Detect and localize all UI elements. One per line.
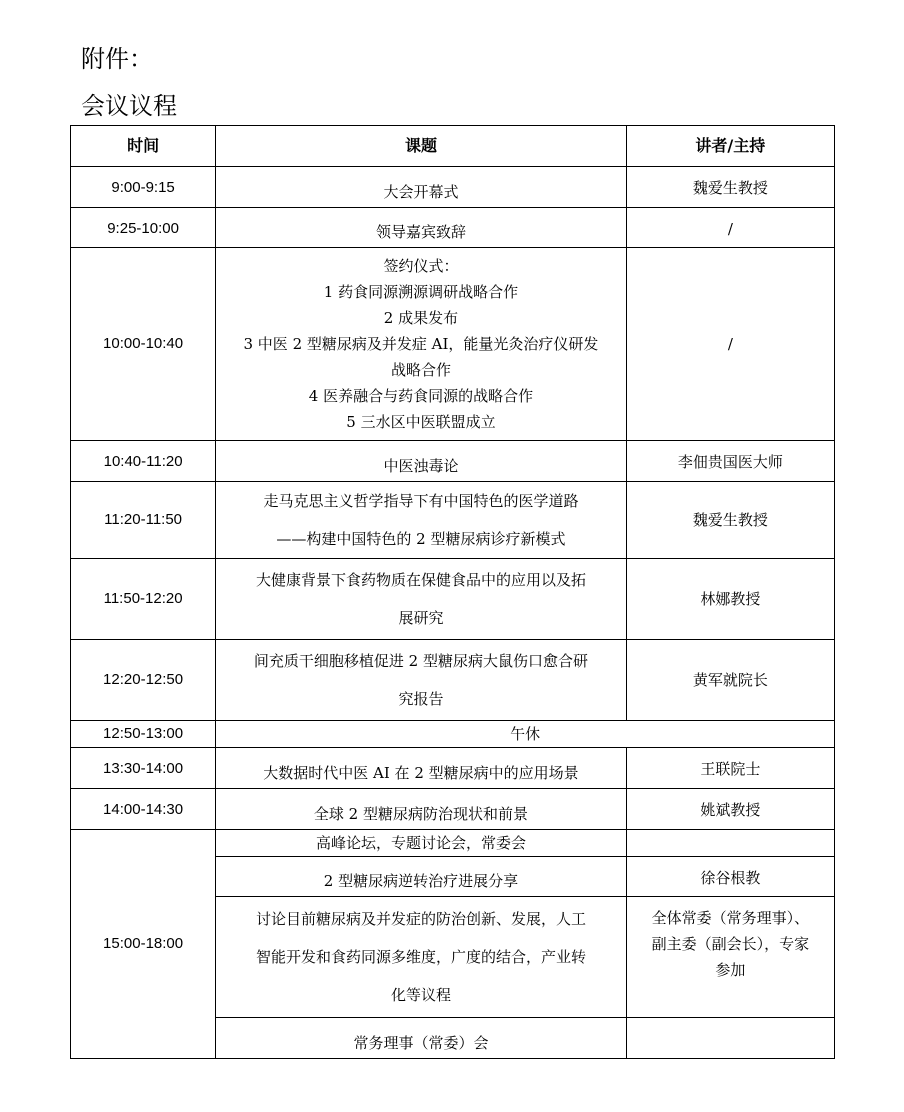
column-header-time: 时间 <box>71 126 216 167</box>
speaker-cell: 魏爱生教授 <box>626 167 834 208</box>
page-title: 会议议程 <box>81 92 177 120</box>
topic-line: 2 成果发布 <box>383 309 459 327</box>
topic-line: 大数据时代中医 AI 在 2 型糖尿病中的应用场景 <box>263 764 579 782</box>
table-row <box>71 441 835 482</box>
time-cell: 9:25-10:00 <box>71 208 216 248</box>
speaker-cell: 黄军就院长 <box>626 640 834 721</box>
table-row <box>71 559 835 640</box>
topic-line: 签约仪式： <box>383 257 459 275</box>
speaker-line: 全体常委（常务理事）、 <box>651 909 810 927</box>
speaker-cell: 姚斌教授 <box>626 789 834 830</box>
column-header-speaker: 讲者/主持 <box>626 126 834 167</box>
speaker-cell <box>626 1018 834 1059</box>
topic-line: 大健康背景下食药物质在保健食品中的应用以及拓 <box>255 571 586 589</box>
topic-line: 究报告 <box>398 690 444 708</box>
topic-line: 间充质干细胞移植促进 2 型糖尿病大鼠伤口愈合研 <box>253 652 588 670</box>
topic-line: 5 三水区中医联盟成立 <box>346 413 496 431</box>
table-row <box>71 482 835 559</box>
topic-line: 中医浊毒论 <box>383 457 459 475</box>
topic-line: ——构建中国特色的 2 型糖尿病诊疗新模式 <box>276 530 566 548</box>
time-cell: 10:00-10:40 <box>71 248 216 441</box>
topic-line: 常务理事（常委）会 <box>353 1034 489 1052</box>
topic-cell <box>216 167 627 208</box>
speaker-line: 参加 <box>715 961 746 979</box>
table-row <box>71 748 835 789</box>
table-row <box>71 167 835 208</box>
topic-line: 化等议程 <box>390 986 451 1004</box>
table-row <box>71 830 835 857</box>
topic-cell <box>216 748 627 789</box>
table-row <box>71 208 835 248</box>
time-cell: 12:50-13:00 <box>71 721 216 748</box>
speaker-cell: / <box>626 208 834 248</box>
topic-cell <box>216 897 627 1018</box>
speaker-cell: 魏爱生教授 <box>626 482 834 559</box>
time-cell: 11:50-12:20 <box>71 559 216 640</box>
topic-line: 智能开发和食药同源多维度，广度的结合，产业转 <box>255 948 586 966</box>
break-cell: 午休 <box>216 721 835 748</box>
speaker-line: 徐谷根教 <box>700 869 761 887</box>
time-cell: 15:00-18:00 <box>71 830 216 1059</box>
topic-cell <box>216 857 627 897</box>
topic-line: 战略合作 <box>390 361 451 379</box>
topic-cell <box>216 482 627 559</box>
table-row <box>71 721 835 748</box>
topic-line: 全球 2 型糖尿病防治现状和前景 <box>313 805 528 823</box>
column-header-topic: 课题 <box>216 126 627 167</box>
topic-line: 展研究 <box>398 609 444 627</box>
table-header-row <box>71 126 835 167</box>
speaker-cell: 林娜教授 <box>626 559 834 640</box>
time-cell: 14:00-14:30 <box>71 789 216 830</box>
table-row <box>71 640 835 721</box>
topic-cell <box>216 208 627 248</box>
time-cell: 10:40-11:20 <box>71 441 216 482</box>
forum-cell: 高峰论坛，专题讨论会，常委会 <box>216 830 627 857</box>
topic-cell <box>216 1018 627 1059</box>
topic-line: 讨论目前糖尿病及并发症的防治创新、发展，人工 <box>255 910 586 928</box>
time-cell: 13:30-14:00 <box>71 748 216 789</box>
speaker-cell: 王联院士 <box>626 748 834 789</box>
topic-cell <box>216 559 627 640</box>
speaker-cell <box>626 830 834 857</box>
topic-line: 3 中医 2 型糖尿病及并发症 AI，能量光灸治疗仪研发 <box>243 335 599 353</box>
topic-line: 走马克思主义哲学指导下有中国特色的医学道路 <box>263 492 579 510</box>
time-cell: 11:20-11:50 <box>71 482 216 559</box>
topic-line: 4 医养融合与药食同源的战略合作 <box>308 387 534 405</box>
topic-line: 领导嘉宾致辞 <box>375 223 466 241</box>
topic-cell <box>216 441 627 482</box>
time-cell: 12:20-12:50 <box>71 640 216 721</box>
table-row <box>71 789 835 830</box>
topic-line: 1 药食同源溯源调研战略合作 <box>323 283 519 301</box>
speaker-line: 副主委（副会长），专家 <box>651 935 810 953</box>
speaker-cell: / <box>626 248 834 441</box>
time-cell: 9:00-9:15 <box>71 167 216 208</box>
topic-cell <box>216 248 627 441</box>
attachment-label: 附件： <box>81 45 153 73</box>
topic-cell <box>216 640 627 721</box>
speaker-cell: 李佃贵国医大师 <box>626 441 834 482</box>
speaker-cell <box>626 857 834 897</box>
topic-line: 大会开幕式 <box>383 183 459 201</box>
speaker-cell <box>626 897 834 1018</box>
agenda-table <box>70 125 835 1059</box>
topic-cell <box>216 789 627 830</box>
table-row <box>71 248 835 441</box>
topic-line: 2 型糖尿病逆转治疗进展分享 <box>323 872 519 890</box>
